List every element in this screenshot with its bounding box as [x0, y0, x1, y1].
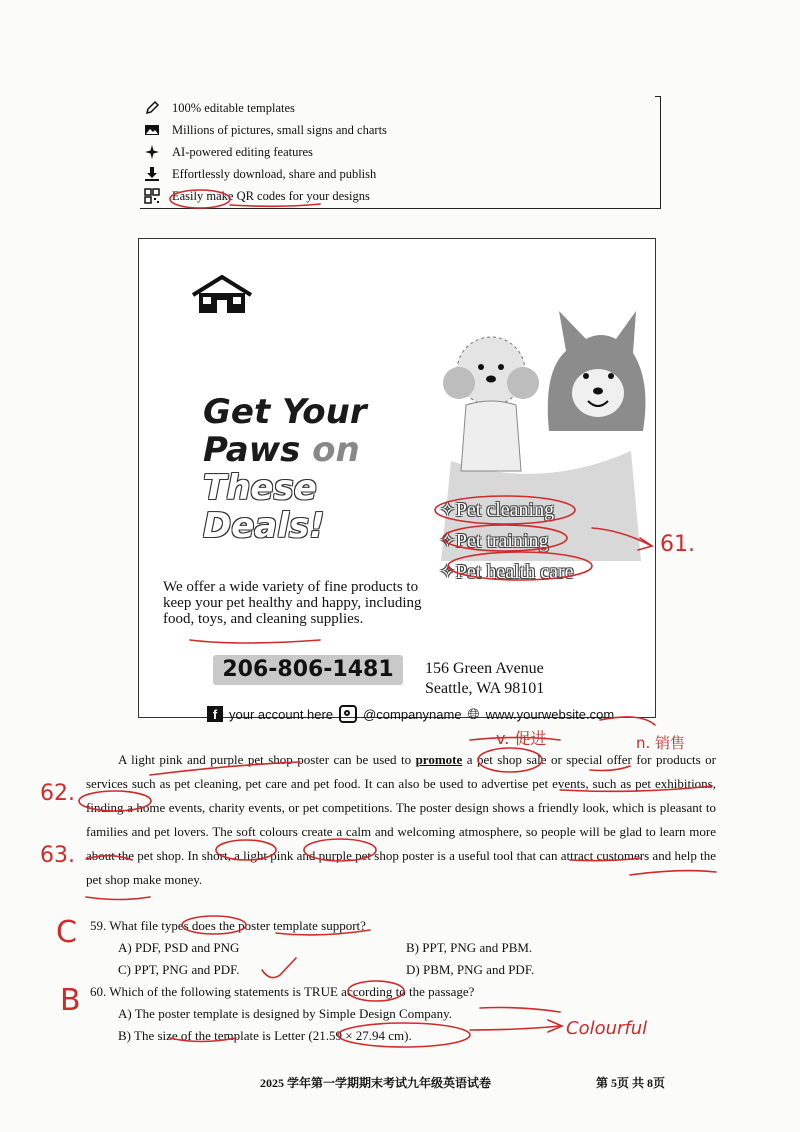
poodle-dog-illustration	[443, 337, 539, 471]
annotation-noun-note: n. 销售	[636, 734, 686, 752]
option-59c: C) PPT, PNG and PDF.	[118, 962, 240, 977]
phone-number: 206-806-1481	[213, 655, 403, 685]
option-59d: D) PBM, PNG and PDF.	[406, 962, 535, 977]
globe-icon: 🌐︎	[467, 705, 480, 723]
facebook-icon: f	[207, 706, 223, 722]
annotation-62: 62.	[40, 781, 75, 806]
feature-list	[140, 96, 661, 209]
feature-item: AI-powered editing features	[144, 144, 313, 160]
feature-box-corner	[655, 96, 660, 97]
service-item: ✧Pet health care	[439, 561, 574, 583]
exam-title-footer: 2025 学年第一学期期末考试九年级英语试卷	[260, 1076, 492, 1090]
question-60: 60. Which of the following statements is TRUE according to the passage?	[90, 984, 475, 999]
annotation-61: 61.	[660, 532, 695, 557]
option-60a: A) The poster template is designed by Simple Design Company.	[118, 1006, 452, 1021]
answer-60: B	[60, 983, 81, 1018]
address: 156 Green Avenue Seattle, WA 98101	[425, 660, 545, 697]
instagram-icon	[339, 705, 357, 723]
question-59: 59. What file types does the poster template support?	[90, 918, 366, 933]
social-links	[207, 705, 614, 723]
image-icon	[144, 122, 160, 138]
facebook-handle: your account here	[229, 706, 334, 722]
service-item: ✧Pet training	[439, 530, 549, 552]
corgi-dog-illustration	[548, 311, 646, 431]
option-59b: B) PPT, PNG and PBM.	[406, 940, 533, 955]
qr-code-icon	[144, 188, 160, 204]
offer-text: We offer a wide variety of fine products to keep your pet healthy and happy, including food, toys, and cleaning supplies.	[163, 579, 422, 627]
feature-item: Easily make QR codes for your designs	[144, 188, 370, 204]
service-list	[439, 497, 573, 590]
download-icon	[144, 166, 160, 182]
house-logo-icon	[189, 273, 255, 315]
pet-shop-poster	[138, 238, 656, 723]
page-number: 第 5页 共 8页	[596, 1076, 666, 1090]
annotation-verb-note: v. 促进	[496, 729, 547, 748]
poster-headline: Get Your Paws on These Deals!	[203, 392, 367, 546]
feature-item: Millions of pictures, small signs and charts	[144, 122, 387, 138]
service-item: ✧Pet cleaning	[439, 499, 555, 521]
feature-item: Effortlessly download, share and publish	[144, 166, 376, 182]
answer-59: C	[56, 915, 77, 950]
annotation-63: 63.	[40, 843, 75, 868]
option-60b: B) The size of the template is Letter (21.59 × 27.94 cm).	[118, 1028, 412, 1043]
sparkle-icon	[144, 144, 160, 160]
option-59a: A) PDF, PSD and PNG	[118, 940, 240, 955]
reading-passage: A light pink and purple pet shop poster can be used to promote a pet shop sale or special offer for products or services such as pet cleaning, pet care and pet food. It can also be used to advertise pet events, such as pet exhibitions, finding a home events, charity events, or pet competitions. The poster design shows a friendly look, which is pleasant to families and pet lovers. The soft colours create a calm and welcoming atmosphere, so people will be glad to learn more about the pet shop. In short, a light pink and purple pet shop poster is a useful tool that can attract customers and help the pet shop make money.	[86, 752, 717, 887]
annotation-colourful: Colourful	[566, 1018, 648, 1039]
website-url: www.yourwebsite.com	[485, 706, 615, 722]
instagram-handle: @companyname	[363, 706, 462, 722]
keyword-promote: promote	[415, 752, 463, 767]
pencil-icon	[144, 100, 160, 116]
feature-item: 100% editable templates	[144, 100, 295, 116]
